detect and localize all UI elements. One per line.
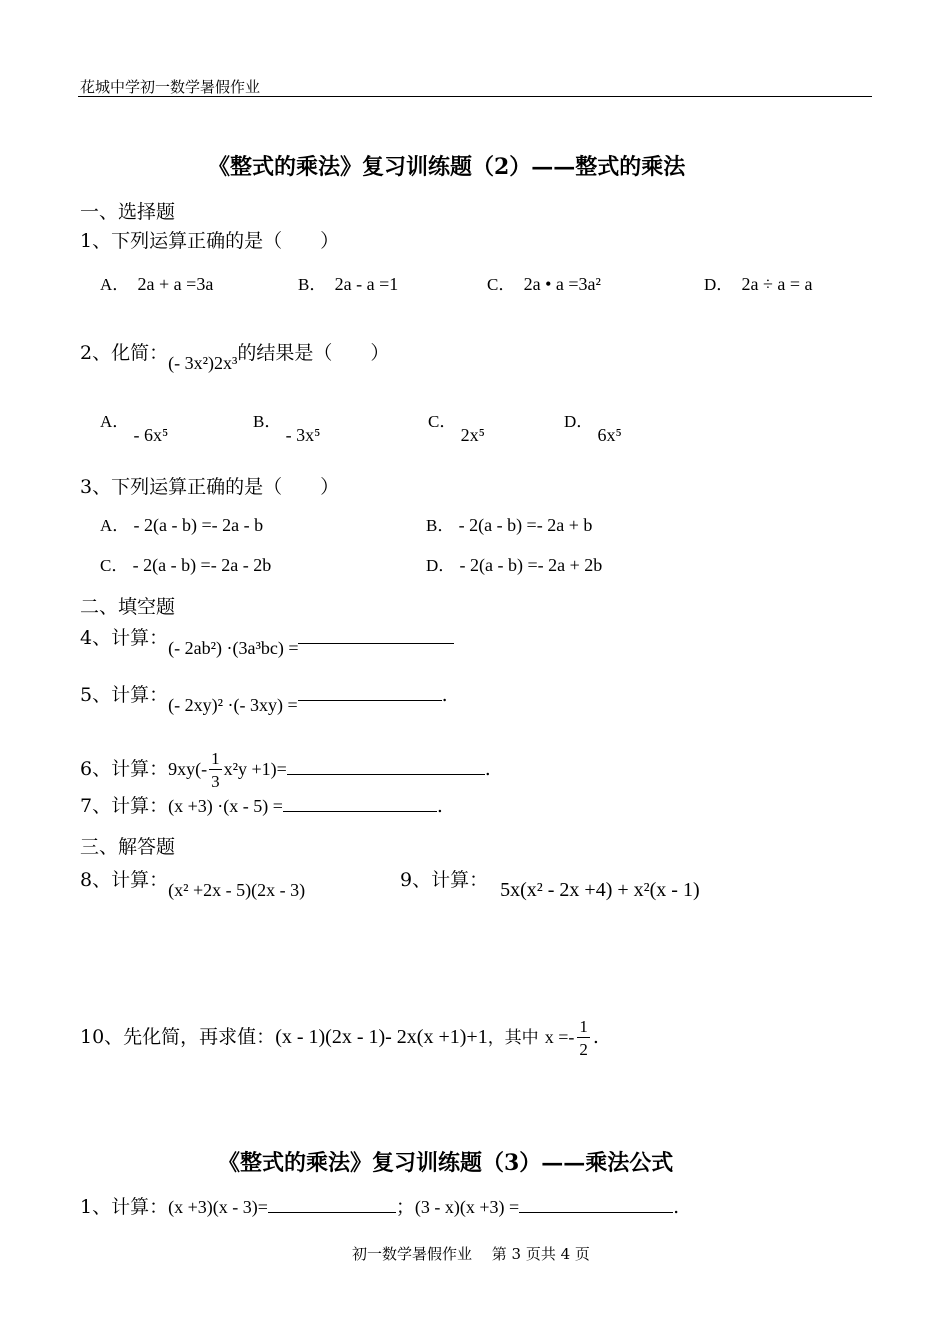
q3-option-c-expr: - 2(a - b) =- 2a - 2b [132,555,272,575]
q1-option-a [100,270,213,295]
q10-cond-expr: x =- [544,1027,575,1047]
q8 [80,865,306,900]
q7-answer-blank[interactable] [283,811,437,812]
q10-fraction [577,1018,590,1058]
q2-option-d-label: D． [564,412,594,431]
q6 [80,750,491,790]
q1-option-d-label: D． [704,275,734,294]
q3-option-c-label: C． [100,556,129,575]
q3-option-a-label: A． [100,516,130,535]
q2-option-b [253,407,321,445]
q6-end: . [484,758,491,780]
q10 [80,1018,599,1058]
q3-option-a-expr: - 2(a - b) =- 2a - b [133,515,264,535]
q9 [400,865,700,901]
q3-option-c [100,551,271,576]
q4-answer-blank[interactable] [298,643,454,644]
q5-expr: (- 2xy)² ·(- 3xy) = [168,695,298,715]
q10-label: 10、先化简，再求值： [80,1026,276,1048]
q1-option-c-label: C． [487,275,516,294]
s3-q1-expr1: (x +3)(x - 3)= [168,1197,268,1217]
q2-option-c-expr: 2x⁵ [460,425,485,445]
q3-option-d-expr: - 2(a - b) =- 2a + 2b [459,555,603,575]
q1-option-d-expr: 2a ÷ a = a [741,274,813,294]
q5-end: . [441,684,448,706]
q6-expr-pre: 9xy(- [168,759,208,779]
q1-option-c-expr: 2a • a =3a² [523,274,601,294]
section-title-3: 《整式的乘法》复习训练题（3）——乘法公式 [218,1150,674,1176]
q3-option-a [100,511,263,536]
q6-label: 6、计算： [80,758,169,780]
q10-end: . [592,1026,599,1048]
page-header: 花城中学初一数学暑假作业 [80,78,261,96]
q5-answer-blank[interactable] [298,700,442,701]
q6-expr-post: x²y +1)= [223,759,287,779]
page-footer: 初一数学暑假作业 第 3 页共 4 页 [352,1245,590,1263]
q2-stem-prefix: 2、化简： [80,342,169,364]
s3-q1-label: 1、计算： [80,1196,169,1218]
q1-option-a-expr: 2a + a =3a [137,274,214,294]
q4 [80,623,454,658]
q7 [80,791,443,818]
q2-option-c [428,407,485,445]
q1-option-d [704,270,813,295]
q3-option-d-label: D． [426,556,456,575]
q2-option-b-label: B． [253,412,282,431]
header-rule [78,96,872,97]
q2-option-c-label: C． [428,412,457,431]
s3-q1-sep: ； [395,1196,415,1218]
s3-q1-blank1[interactable] [268,1212,396,1213]
q3-option-b [426,511,592,536]
q8-label: 8、计算： [80,869,169,891]
section-title-2: 《整式的乘法》复习训练题（2）——整式的乘法 [208,154,686,180]
q2-option-a [100,407,169,445]
q1-option-b-label: B． [298,275,327,294]
part3-heading: 三、解答题 [80,836,176,858]
q10-expr: (x - 1)(2x - 1)- 2x(x +1)+1 [275,1026,488,1048]
q2-stem-suffix: 的结果是（ ） [237,342,390,364]
s3-q1-blank2[interactable] [519,1212,673,1213]
q2-expr: (- 3x²)2x³ [168,353,238,373]
q5-label: 5、计算： [80,684,169,706]
q6-fraction [209,750,222,790]
q1-option-b-expr: 2a - a =1 [334,274,399,294]
s3-q1-expr2: (3 - x)(x +3) = [414,1197,520,1217]
q1-stem: 1、下列运算正确的是（ ） [80,230,340,252]
q4-expr: (- 2ab²) ·(3a³bc) = [168,638,299,658]
q6-frac-num: 1 [211,749,220,768]
q2-option-d [564,407,622,445]
q9-label: 9、计算： [400,869,489,891]
part2-heading: 二、填空题 [80,596,176,618]
q8-expr: (x² +2x - 5)(2x - 3) [168,880,306,900]
q7-expr: (x +3) ·(x - 5) = [168,796,283,816]
q6-answer-blank[interactable] [287,774,485,775]
q2-stem [80,338,390,373]
q1-option-c [487,270,601,295]
q10-frac-den: 2 [579,1040,588,1059]
part1-heading: 一、选择题 [80,201,176,223]
q3-option-b-label: B． [426,516,455,535]
q2-option-a-label: A． [100,412,130,431]
q1-option-b [298,270,398,295]
q2-option-a-expr: - 6x⁵ [133,425,169,445]
q10-frac-num: 1 [579,1017,588,1036]
q7-label: 7、计算： [80,795,169,817]
q3-stem: 3、下列运算正确的是（ ） [80,476,340,498]
q2-option-b-expr: - 3x⁵ [285,425,321,445]
q10-cond: ，其中 [487,1028,539,1048]
s3-q1 [80,1192,679,1219]
q4-label: 4、计算： [80,627,169,649]
q3-option-b-expr: - 2(a - b) =- 2a + b [458,515,593,535]
q3-option-d [426,551,602,576]
q2-option-d-expr: 6x⁵ [597,425,622,445]
q9-expr: 5x(x² - 2x +4) + x²(x - 1) [500,879,700,901]
q1-option-a-label: A． [100,275,130,294]
q5 [80,680,448,715]
s3-q1-end: . [673,1196,680,1218]
q6-frac-den: 3 [211,772,220,791]
q7-end: . [436,795,443,817]
